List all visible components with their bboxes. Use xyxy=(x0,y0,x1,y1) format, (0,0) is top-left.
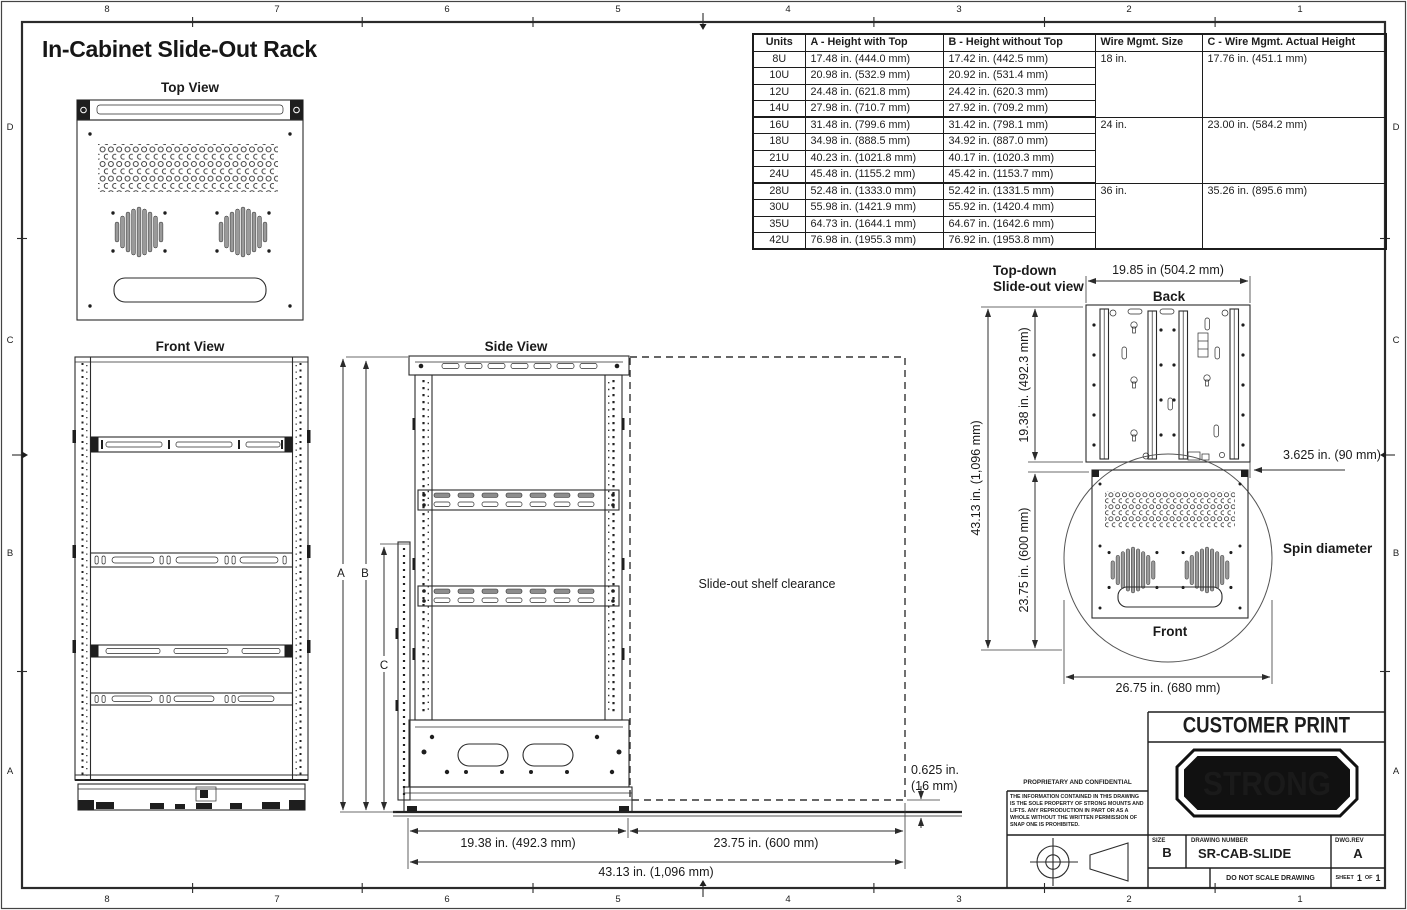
table-row xyxy=(753,51,1386,68)
front-rack-strip-1 xyxy=(91,437,293,452)
top-view-drawing xyxy=(77,100,303,320)
cell-b: 24.42 in. (620.3 mm) xyxy=(943,84,1095,101)
proprietary-line: IS THE SOLE PROPERTY OF STRONG MOUNTS AND xyxy=(1010,800,1144,807)
zone-right-c: C xyxy=(1392,335,1400,346)
cell-wire-size: 18 in. xyxy=(1095,51,1202,117)
cell-a: 20.98 in. (532.9 mm) xyxy=(805,68,943,85)
cell-a: 45.48 in. (1155.2 mm) xyxy=(805,167,943,184)
zone-bot-5: 5 xyxy=(615,894,621,905)
cell-wire-size: 36 in. xyxy=(1095,183,1202,249)
cell-a: 64.73 in. (1644.1 mm) xyxy=(805,216,943,233)
side-shelf-1 xyxy=(418,490,619,510)
zone-left-b: B xyxy=(6,548,14,559)
zone-right-b: B xyxy=(1392,548,1400,559)
cell-b: 34.92 in. (887.0 mm) xyxy=(943,134,1095,151)
proprietary-line: THE INFORMATION CONTAINED IN THIS DRAWING xyxy=(1010,794,1139,800)
dim-spin-width: 26.75 in. (680 mm) xyxy=(1115,681,1221,695)
drawing-number-label: DRAWING NUMBER xyxy=(1191,838,1248,844)
cell-units: 10U xyxy=(753,68,805,85)
zone-bot-4: 4 xyxy=(785,894,791,905)
zone-top-3: 3 xyxy=(956,4,962,15)
zone-bot-3: 3 xyxy=(956,894,962,905)
cell-b: 76.92 in. (1953.8 mm) xyxy=(943,233,1095,250)
proprietary-text xyxy=(1010,794,1144,828)
strong-logo xyxy=(1177,750,1357,816)
dim-back-depth: 19.38 in. (492.3 mm) xyxy=(1017,327,1031,443)
page-title: In-Cabinet Slide-Out Rack xyxy=(42,36,317,62)
front-view-drawing xyxy=(73,357,311,810)
table-row xyxy=(753,183,1386,200)
cell-b: 52.42 in. (1331.5 mm) xyxy=(943,183,1095,200)
zone-left-d: D xyxy=(6,122,14,133)
dim-gap-1: 0.625 in. xyxy=(911,763,959,777)
of-label: OF xyxy=(1364,875,1373,881)
zone-left-a: A xyxy=(6,766,14,777)
front-base xyxy=(78,784,305,810)
rev-value: A xyxy=(1353,846,1363,861)
side-shelf-2 xyxy=(418,586,619,606)
proprietary-line: WHOLE WITHOUT THE WRITTEN PERMISSION OF xyxy=(1010,814,1138,821)
top-view-fan-grille-left xyxy=(111,207,166,257)
clearance-label: Slide-out shelf clearance xyxy=(698,577,836,591)
zone-top-2: 2 xyxy=(1126,4,1132,15)
front-label: Front xyxy=(1152,624,1188,639)
cell-b: 64.67 in. (1642.6 mm) xyxy=(943,216,1095,233)
zone-right-d: D xyxy=(1392,122,1400,133)
col-b: B - Height without Top xyxy=(943,34,1095,51)
cell-a: 76.98 in. (1955.3 mm) xyxy=(805,233,943,250)
zone-left-c: C xyxy=(6,335,14,346)
cell-a: 24.48 in. (621.8 mm) xyxy=(805,84,943,101)
zone-bot-6: 6 xyxy=(444,894,450,905)
topdown-title-2: Slide-out view xyxy=(993,279,1084,294)
front-shelf-2 xyxy=(91,693,293,705)
cell-a: 17.48 in. (444.0 mm) xyxy=(805,51,943,68)
spin-diameter-label: Spin diameter xyxy=(1283,541,1373,556)
cell-a: 31.48 in. (799.6 mm) xyxy=(805,117,943,134)
zone-bot-2: 2 xyxy=(1126,894,1132,905)
customer-print-header xyxy=(1148,712,1385,742)
cell-units: 35U xyxy=(753,216,805,233)
projection-symbol-icon xyxy=(1030,838,1128,886)
proprietary-title: PROPRIETARY AND CONFIDENTIAL xyxy=(1023,779,1132,786)
cell-units: 16U xyxy=(753,117,805,134)
sheet-total: 1 xyxy=(1375,873,1381,883)
back-label: Back xyxy=(1152,289,1186,304)
zone-top-8: 8 xyxy=(104,4,110,15)
top-view-fan-grille-right xyxy=(215,207,270,257)
spec-table xyxy=(752,33,1387,250)
zone-bot-8: 8 xyxy=(104,894,110,905)
front-rack-strip-2 xyxy=(91,645,293,657)
cell-a: 52.48 in. (1333.0 mm) xyxy=(805,183,943,200)
rev-label: DWG.REV xyxy=(1335,838,1364,844)
top-view-title: Top View xyxy=(160,80,220,95)
zone-top-1: 1 xyxy=(1297,4,1303,15)
dim-a-label: A xyxy=(337,568,345,580)
cell-b: 27.92 in. (709.2 mm) xyxy=(943,101,1095,118)
cell-b: 55.92 in. (1420.4 mm) xyxy=(943,200,1095,217)
topdown-back-panel xyxy=(1086,305,1250,462)
offset-dim xyxy=(1250,462,1345,478)
cell-a: 40.23 in. (1021.8 mm) xyxy=(805,150,943,167)
sheet-cell xyxy=(1331,868,1385,888)
customer-print-text: CUSTOMER PRINT xyxy=(1182,714,1351,739)
cell-b: 31.42 in. (798.1 mm) xyxy=(943,117,1095,134)
cell-a: 34.98 in. (888.5 mm) xyxy=(805,134,943,151)
topdown-left-dims xyxy=(981,307,1089,650)
sheet-label: SHEET xyxy=(1335,875,1354,881)
cell-units: 24U xyxy=(753,167,805,184)
proprietary-line: SNAP ONE IS PROHIBITED. xyxy=(1010,821,1080,828)
top-view-handle-slot xyxy=(114,278,266,302)
cell-units: 21U xyxy=(753,150,805,167)
side-bottom-bracket xyxy=(409,720,629,787)
zone-bot-7: 7 xyxy=(274,894,280,905)
zone-top-4: 4 xyxy=(785,4,791,15)
cell-units: 42U xyxy=(753,233,805,250)
cell-wire-height: 17.76 in. (451.1 mm) xyxy=(1202,51,1386,117)
col-c: C - Wire Mgmt. Actual Height xyxy=(1202,34,1386,51)
cell-b: 45.42 in. (1153.7 mm) xyxy=(943,167,1095,184)
zone-top-5: 5 xyxy=(615,4,621,15)
zone-top-7: 7 xyxy=(274,4,280,15)
cell-units: 18U xyxy=(753,134,805,151)
dim-offset: 3.625 in. (90 mm) xyxy=(1283,448,1381,462)
strong-logo-text: STRONG xyxy=(1203,765,1331,802)
cell-wire-size: 24 in. xyxy=(1095,117,1202,183)
do-not-scale-note: DO NOT SCALE DRAWING xyxy=(1226,874,1315,882)
dim-total-depth: 43.13 in. (1,096 mm) xyxy=(969,420,983,536)
drawing-number-value: SR-CAB-SLIDE xyxy=(1198,846,1292,861)
cell-wire-height: 35.26 in. (895.6 mm) xyxy=(1202,183,1386,249)
side-view-title: Side View xyxy=(484,339,548,354)
cell-wire-height: 23.00 in. (584.2 mm) xyxy=(1202,117,1386,183)
cell-units: 12U xyxy=(753,84,805,101)
topdown-front-panel xyxy=(1092,470,1248,618)
zone-right-a: A xyxy=(1392,766,1400,777)
cell-units: 14U xyxy=(753,101,805,118)
cell-units: 8U xyxy=(753,51,805,68)
topdown-view-drawing xyxy=(981,276,1345,684)
size-label: SIZE xyxy=(1152,838,1166,844)
zone-bot-1: 1 xyxy=(1297,894,1303,905)
table-row xyxy=(753,117,1386,134)
dim-front-depth: 23.75 in. (600 mm) xyxy=(1017,507,1031,613)
col-units: Units xyxy=(753,34,805,51)
col-a: A - Height with Top xyxy=(805,34,943,51)
cell-a: 55.98 in. (1421.9 mm) xyxy=(805,200,943,217)
dim-gap-2: (16 mm) xyxy=(911,779,958,793)
cell-b: 17.42 in. (442.5 mm) xyxy=(943,51,1095,68)
cell-a: 27.98 in. (710.7 mm) xyxy=(805,101,943,118)
col-wire: Wire Mgmt. Size xyxy=(1095,34,1202,51)
spec-header-row xyxy=(753,34,1386,51)
cell-units: 30U xyxy=(753,200,805,217)
sheet-value: 1 xyxy=(1356,873,1362,883)
dim-b-label: B xyxy=(361,568,369,580)
dim-rack-width: 19.38 in. (492.3 mm) xyxy=(460,836,576,850)
dim-back-width: 19.85 in (504.2 mm) xyxy=(1112,263,1224,277)
dim-c-label: C xyxy=(379,660,389,672)
front-shelf-1 xyxy=(91,553,293,567)
size-value: B xyxy=(1162,845,1172,860)
top-view-vent-field xyxy=(98,144,278,192)
topdown-title-1: Top-down xyxy=(993,263,1057,278)
cell-b: 20.92 in. (531.4 mm) xyxy=(943,68,1095,85)
side-view-drawing xyxy=(334,356,962,869)
cell-units: 28U xyxy=(753,183,805,200)
dim-clearance-width: 23.75 in. (600 mm) xyxy=(713,836,819,850)
side-slide-rail xyxy=(396,542,411,800)
cell-b: 40.17 in. (1020.3 mm) xyxy=(943,150,1095,167)
dim-total-width: 43.13 in. (1,096 mm) xyxy=(598,865,714,879)
front-view-title: Front View xyxy=(155,339,225,354)
zone-top-6: 6 xyxy=(444,4,450,15)
proprietary-line: LIFTS. ANY REPRODUCTION IN PART OR AS A xyxy=(1010,807,1129,814)
side-dim-lines xyxy=(334,357,410,812)
spin-dim xyxy=(1064,600,1272,684)
